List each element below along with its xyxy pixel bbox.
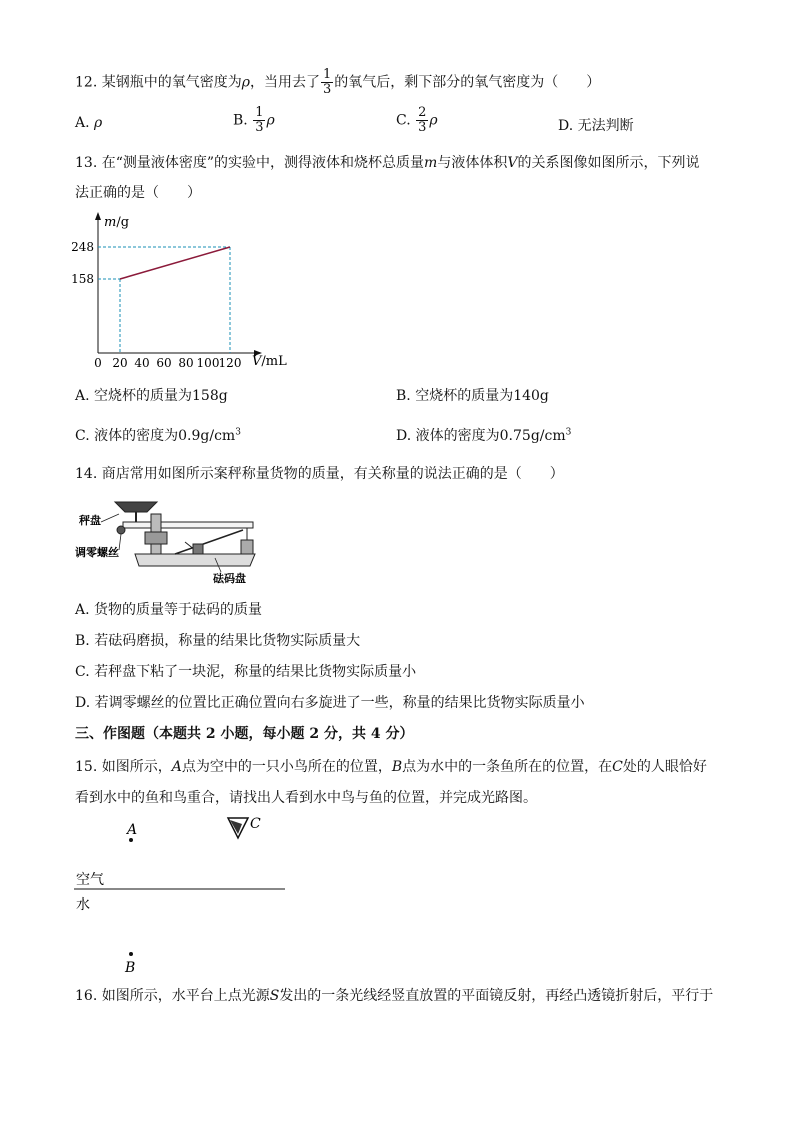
q13-option-b: B. 空烧杯的质量为140g (396, 388, 549, 404)
q12-fraction: $\frac{1}{3}$ (322, 67, 332, 97)
water-label: 水 (76, 897, 90, 913)
point-b-label: B (125, 960, 136, 976)
x-tick-label-40: 40 (134, 356, 150, 370)
air-label: 空气 (76, 872, 104, 888)
q13-option-a: A. 空烧杯的质量为158g (75, 388, 228, 404)
q14-option-d: D. 若调零螺丝的位置比正确位置向右多旋进了一些，称量的结果比货物实际质量小 (75, 695, 585, 711)
q14-option-a: A. 货物的质量等于砝码的质量 (75, 602, 263, 618)
point-a-label: A (127, 822, 138, 838)
y-axis-arrow (95, 212, 101, 220)
x-tick-label-60: 60 (156, 356, 172, 370)
q13-option-d: D. 液体的密度为$0.75g/cm^3$ (396, 427, 572, 444)
weight-pan (241, 540, 253, 554)
q12-option-d: D. 无法判断 (558, 118, 634, 134)
zero-screw (117, 526, 125, 534)
point-c-label: C (250, 816, 261, 832)
x-tick-label-80: 80 (178, 356, 194, 370)
x-tick-label-120: 120 (218, 356, 242, 370)
x-tick-label-20: 20 (112, 356, 128, 370)
q12-option-c: C. $\frac{2}{3}$ ρ (396, 105, 438, 135)
section-3-title: 三、作图题（本题共 2 小题，每小题 2 分，共 4 分） (75, 726, 414, 742)
q15-stem-line1: 15. 如图所示，A点为空中的一只小鸟所在的位置，B点为水中的一条鱼所在的位置，在C处的人眼恰好 (75, 759, 707, 775)
q13-option-c: C. 液体的密度为$0.9g/cm^3$ (75, 427, 241, 444)
label-weight-pan: 砝码盘 (213, 572, 246, 585)
data-line (120, 247, 230, 279)
q13-stem-line2: 法正确的是（ ） (75, 185, 201, 201)
q14-stem: 14. 商店常用如图所示案秤称量货物的质量，有关称量的说法正确的是（ ） (75, 466, 564, 482)
y-tick-label-158: 158 (71, 272, 94, 286)
y-axis-label: m/g (104, 215, 130, 230)
y-tick-label-248: 248 (71, 240, 94, 254)
x-tick-label-0: 0 (94, 356, 102, 370)
weighing-pan (115, 502, 157, 512)
q14-scale-figure (75, 492, 275, 584)
label-pan: 秤盘 (79, 514, 101, 527)
q12-number: 12. (75, 74, 98, 91)
q12-option-a: A. ρ (75, 115, 103, 131)
q16-stem: 16. 如图所示，水平台上点光源S发出的一条光线经竖直放置的平面镜反射，再经凸透镜折射后，平行于 (75, 988, 714, 1004)
q12-option-b: B. $\frac{1}{3}$ ρ (233, 105, 275, 135)
q15-figure (72, 812, 302, 977)
q13-chart (71, 208, 298, 370)
point-b (129, 952, 133, 956)
q14-option-c: C. 若秤盘下粘了一块泥，称量的结果比货物实际质量小 (75, 664, 417, 680)
point-a (129, 838, 133, 842)
label-screw: 调零螺丝 (75, 546, 119, 559)
x-axis-label: V/mL (252, 354, 287, 369)
q12-stem: 12. 某钢瓶中的氧气密度为ρ，当用去了 $\frac{1}{3}$ 的氧气后，剩下部分的氧气密度为（ ） (75, 67, 601, 97)
q13-stem-line1: 13. 在“测量液体密度”的实验中，测得液体和烧杯总质量m与液体体积V的关系图像如图所示，下列说 (75, 155, 700, 171)
scale-beam (123, 522, 253, 528)
q15-stem-line2: 看到水中的鱼和鸟重合，请找出人看到水中鸟与鱼的位置，并完成光路图。 (75, 790, 537, 806)
scale-base (135, 554, 255, 566)
q14-option-b: B. 若砝码磨损，称量的结果比货物实际质量大 (75, 633, 361, 649)
x-tick-label-100: 100 (196, 356, 220, 370)
